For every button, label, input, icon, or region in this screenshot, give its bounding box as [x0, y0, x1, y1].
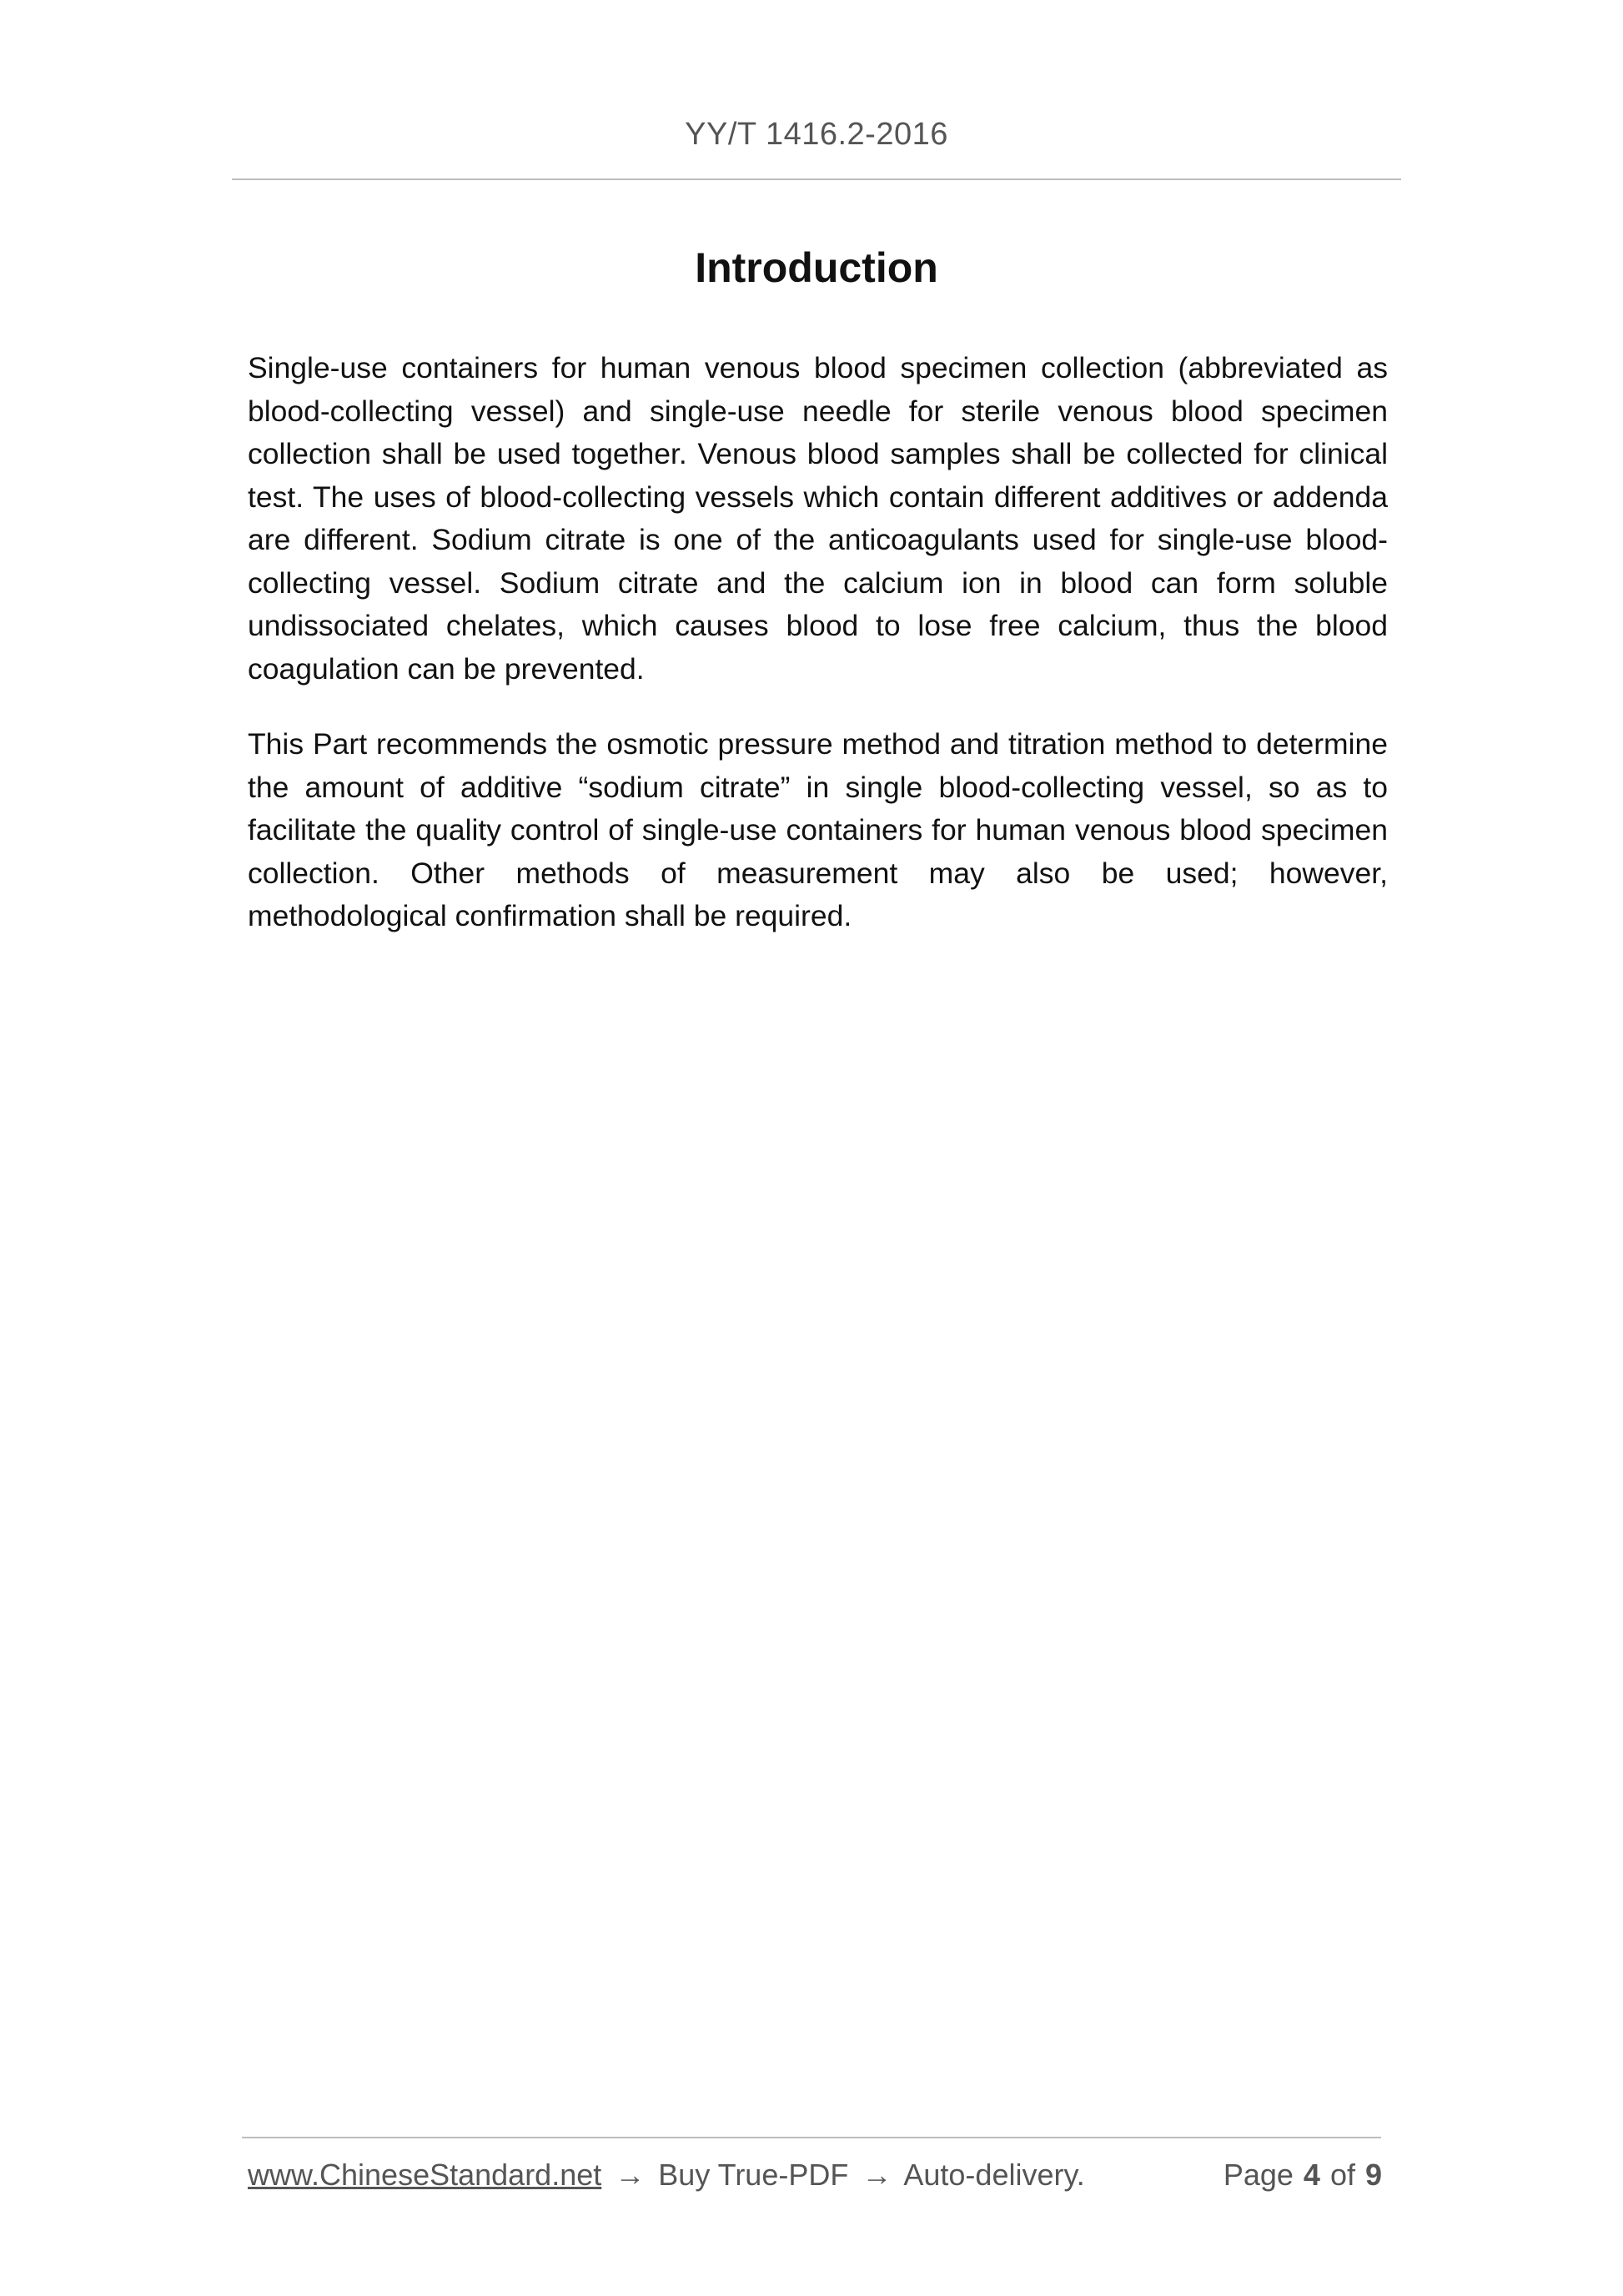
paragraph-2: This Part recommends the osmotic pressure method and titration method to determine the amount of additive “sodium citrate” in single blood-collecting vessel, so as to facilitate the quality control of single-use containers for human venous blood specimen collection. Other methods of measurement may also be used; however, methodological confirmation shall be required. — [248, 727, 1388, 932]
page-title: Introduction — [695, 244, 938, 291]
page-of-label: of — [1329, 2158, 1355, 2192]
page-footer — [248, 2158, 1382, 2199]
auto-delivery-text: Auto-delivery. — [903, 2158, 1085, 2192]
footer-promo — [248, 2158, 1085, 2193]
right-arrow-icon: → — [862, 2158, 892, 2192]
right-arrow-icon: → — [615, 2158, 646, 2192]
page-label: Page — [1223, 2158, 1294, 2192]
buy-true-pdf-text: Buy True-PDF — [658, 2158, 849, 2192]
total-page-number: 9 — [1364, 2158, 1382, 2192]
document-code-header: YY/T 1416.2-2016 — [685, 117, 948, 152]
site-link[interactable]: www.ChineseStandard.net — [248, 2158, 602, 2192]
page-indicator — [1224, 2158, 1382, 2193]
introduction-body — [248, 347, 1388, 971]
footer-divider — [242, 2137, 1381, 2138]
paragraph-1: Single-use containers for human venous blood specimen collection (abbreviated as blood-collecting vessel) and single-use needle for sterile venous blood specimen collection shall be used together. Venous blood samples shall be collected for clinical test. The uses of blood-collecting vessels which contain different additives or addenda are different. Sodium citrate is one of the anticoagulants used for single-use blood-collecting vessel. Sodium citrate and the calcium ion in blood can form soluble undissociated chelates, which causes blood to lose free calcium, thus the blood coagulation can be prevented. — [248, 351, 1388, 686]
current-page-number: 4 — [1303, 2158, 1320, 2192]
header-divider — [232, 178, 1401, 180]
